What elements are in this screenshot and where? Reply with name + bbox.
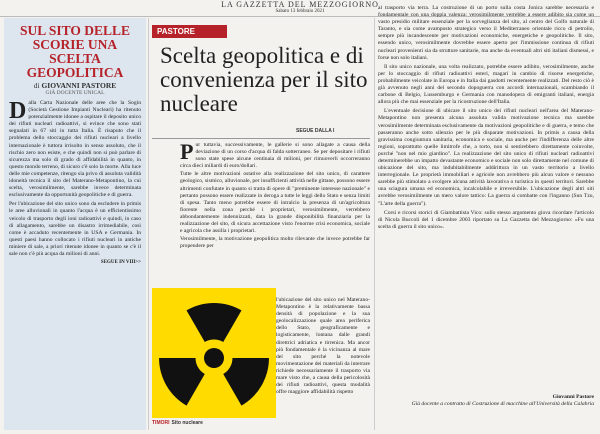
left-column-title: SUL SITO DELLE SCORIE UNA SCELTA GEOPOLITICA (19, 23, 131, 80)
article-tag: PASTORE (152, 25, 227, 38)
right-paragraph: L'eventuale decisione di ubicare il sito unico dei rifiuti nucleari nell'area del Materano-Metapontino non presenta alcuna assoluta valida motivazione tecnica ma sarebbe verosimilmente determinata esclusivamente da motivazioni geopolitiche e di guerra, e temo che passeranno anche sotto silenzio per le più disparate motivazioni. In primis a causa della gravissima congiuntura sanitaria, economica e sociale, ma anche per l'indifferenza delle altre regioni, soprattutto quelle limitrofe che, a torto, non si sentirebbero direttamente coinvolte, purché "non nel mio giardino". La realizzazione del sito unico di rifiuti nucleari radioattivi determinerebbe un impatto devastante economico e sociale non solo direttamente nel comune di ubicazione del sito, ma indubitabilmente addirittura in un vasto territorio a livello interregionale. Le proprietà immobiliari e agricole non avrebbero più alcun valore e nessuno sarebbe più stimolato a svolgere alcuna attività lavorativa o turistica in questi territori. Sarebbe una sciagura umana ed economica, incalcolabile e irreversibile. L'ubicazione degli altri siti avrebbe verosimilmente un mero valore tattico: La guerra si combatte con l'inganno (Sun Tzu, "L'arte della guerra"). (378, 108, 594, 207)
column-divider-right (374, 18, 375, 430)
article-paragraph: Tutte le altre motivazioni ostative alla realizzazione del sito unico, di carattere geologico, sismico, alluvionale, per insufficienti attività nelle gittane, possono essere altrimenti confutate in quanto si tratta di opere di "preminente interesse nazionale" e pertanto possono essere realizzate in deroga a tutte le leggi dello Stato e senza limiti di spesa. Tanto meno potrebbe essere di intralcio la presenza di un'agricoltura fiorente nella zona perché i proprietari, verosimilmente, verrebbero abbondantemente indennizzati, data la grande disponibilità finanziaria per la realizzazione del sito, di sicura accettazione visto l'enorme crisi economica, sociale e agricola che assilla i proprietari. (180, 171, 370, 235)
masthead-title: LA GAZZETTA DEL MEZZOGIORNO (221, 0, 379, 9)
article-paragraph: Verosimilmente, la motivazione geopolitica molto rilevante che invece potrebbe far propendere per (180, 236, 370, 250)
byline-author: GIOVANNI PASTORE (41, 81, 117, 90)
photo-caption (152, 420, 276, 426)
left-column-body (9, 100, 141, 258)
photo-caption-label: TIMORI (152, 420, 170, 426)
masthead-date: Sabato 13 febbraio 2021 (275, 9, 325, 14)
left-paragraph: Dalla Carta Nazionale delle aree che la Sogin (Società Gestione Impianti Nucleari) ha ritenuto potenzialmente idonee a ospitare il deposito unico dei rifiuti nucleari radioattivi, si evince che sono stati segnalati in 67 siti in tutta Italia. È risaputo che il problema dello stoccaggio dei rifiuti nucleari a livello internazionale è tuttora irrisolto in senso assoluto, che il rischio zero non esiste, e che quindi non si può parlare di sicurezza ma solo di grado di affidabilità in quanto, in questo mondo terreno, di sicuro c'è solo la morte. Alla luce delle mie competenze, ritengo sia privo di assoluta validità idoneità tecnica il sito del Materano-Metapontino, la cui scelta, verosimilmente, sarebbe invece determinata esclusivamente da opportunità geopolitiche e di guerra. (9, 98, 141, 199)
article-dropcap: P (180, 139, 194, 164)
photo-caption-text: Sito nucleare (171, 420, 203, 426)
column-divider-left (148, 18, 149, 430)
byline-role: GIÀ DOCENTE UNICAL (45, 90, 105, 96)
right-paragraph: al trasporto via terra. La costruzione di un porto sulla costa Jonica sarebbe necessaria e fondamentale con una doppia valenza: verosimilmente verrebbe a essere adibito sia come un vasto presidio militare essenziale per la sorveglianza del sito, al centro del Golfo naturale di Taranto, e sia come avamposto strategico verso il Mediterraneo orientale ricco di petrolio, sempre più incandescente per motivazioni economiche, energetiche e geopolitiche. Il sito, essendo unico, verosimilmente dovrebbe essere aperto per l'immissione continua di rifiuti nucleari provenienti sia da strutture sanitarie, ma anche da eventuali altri siti italiani dismessi, e forse non solo italiani. (378, 5, 594, 61)
right-paragraph: Corsi e ricorsi storici di Giambattista Vico: sullo stesso argomento giova ricordare l'articolo di Nicola Buccoli del 1 dicembre 2003 riportato su La Gazzetta del Mezzogiorno: «Fu una scelta di guerra il sito unico». (378, 209, 594, 230)
left-paragraph: Per l'ubicazione del sito unico sono da escludere in primis le aree alluvionali in quanto l'acqua è un efficientissimo veicolo di trasporto degli ioni radioattivi e quindi, in caso di allagamento, sarebbe un disastro irrimediabile, così come è accaduto recentemente in USA e Germania. In questi paesi hanno collocato i rifiuti nucleari in antiche miniere di sale, a priori ritenute idonee in quanto se c'è il sale non c'è più acqua da milioni di anni. (9, 201, 141, 257)
left-follow-link[interactable]: SEGUE IN VIII>> (100, 260, 141, 266)
radiation-photo (152, 288, 276, 418)
article-headline: Scelta geopolitica e di convenienza per il sito nucleare (160, 43, 368, 116)
left-column-byline (4, 82, 146, 90)
follow-tag: SEGUE DALLA I (296, 128, 335, 134)
left-dropcap: D (9, 98, 27, 124)
signature-name: Giovanni Pastore (552, 394, 594, 400)
signature-role: Già docente a contratto di Costruzione di macchine all'Università della Calabria (411, 401, 594, 407)
article-paragraph: Pur tuttavia, successivamente, le gallerie si sono allagate a causa della deviazione di un corso d'acqua di falda sotterraneo. Se per depositare i rifiuti sono state spese alcune centinaia di milioni, per rimuoverli occorreranno circa dieci miliardi di euro/dollari. (180, 139, 370, 170)
right-column-body (378, 5, 594, 233)
article-signature (378, 394, 594, 408)
right-paragraph: Il sito unico nazionale, una volta realizzato, potrebbe essere adibito, verosimilmente, anche per lo stoccaggio di rifiuti radioattivi esteri, magari in cambio di risorse energetiche, probabilmente veicolate in Europa e in Italia dai gasdotti recentemente realizzati. Del resto ciò è già avvenuto negli anni del secondo dopoguerra con accordi internazionali, scambiando il carbone di Belgio, Lussemburgo e Germania con manodopera di emigranti italiani, energia allora più che mai essenziale per la ricostruzione dell'Italia. (378, 63, 594, 106)
article-wrap-text: l'ubicazione del sito unico nel Materano-Metapontino è la relativamente bassa densità di popolazione e la sua geolocalizzazione quale area periferica dello Stato, geograficamente e logisticamente, lontana dalle grandi direttrici adriatica e tirrenica. Ma ancor più fondamentale è la vicinanza al mare del sito perché la notevole movimentazione dei materiali da interrare richiede necessariamente il trasporto via mare visto che, a causa della pericolosità dei rifiuti radioattivi, questa modalità offre maggiore affidabilità rispetto (276, 297, 370, 396)
left-column-editorial (4, 18, 146, 430)
radiation-trefoil-icon (152, 288, 276, 418)
article-body (180, 139, 370, 251)
byline-prefix: di (33, 81, 40, 90)
